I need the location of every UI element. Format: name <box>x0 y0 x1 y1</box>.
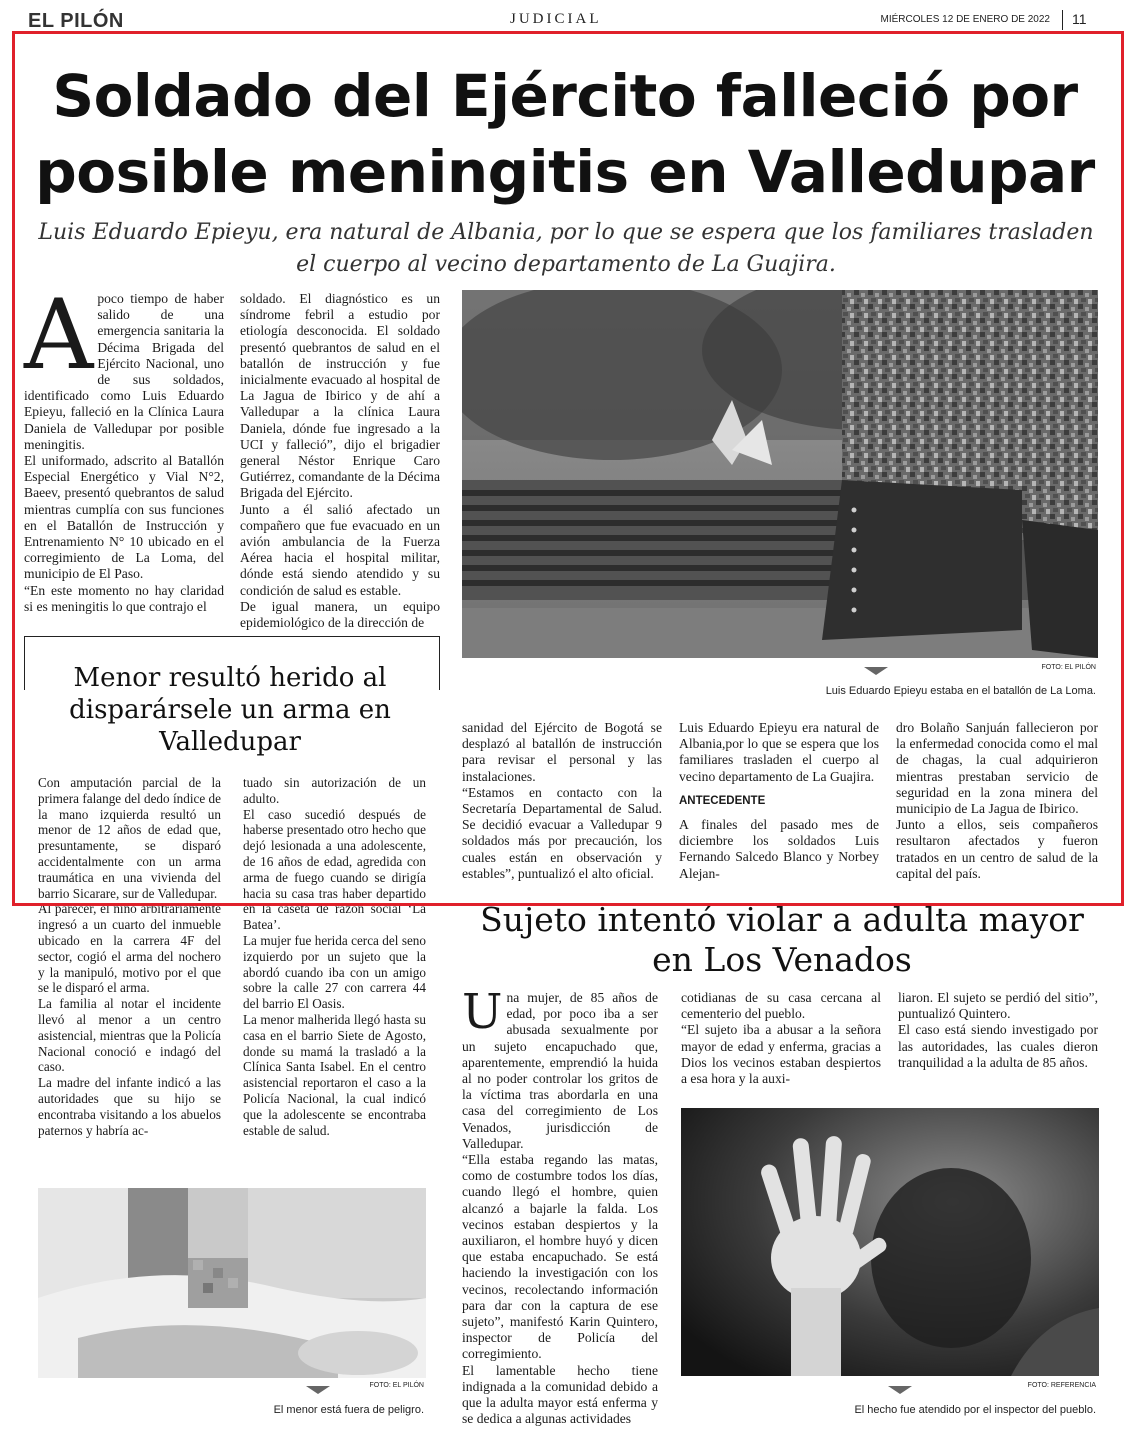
main-col-4 <box>679 720 879 882</box>
third-col-2 <box>681 990 881 1087</box>
paragraph: El caso está siendo investigado por las autoridades, las cuales dieron tranquilidad a la adulta de 85 años. <box>898 1022 1098 1070</box>
paragraph: cotidianas de su casa cercana al cementerio del pueblo. <box>681 990 881 1022</box>
paragraph: soldado. El diagnóstico es un síndrome febril a estudio por etiología desconocida. El soldado presentó quebrantos de salud en el batallón de instrucción y fue inicialmente evacuado al hospital de La Jagua de Ibirico y de ahí a Valledupar a la clínica Laura Daniela, dónde fue ingresado a la UCI y falleció”, dijo el brigadier general Néstor Enrique Caro Gutiérrez, comandante de la Décima Brigada del Ejército. <box>240 291 440 501</box>
paragraph: “Ella estaba regando las matas, como de costumbre todos los días, cuando llegó el hombre, quien alcanzó a bajarle la falda. Los vecinos estaban despiertos y la auxiliaron, el hombre huyó y dicen que estaba encapuchado. Se está haciendo la investigación con los vecinos, recolectando información para dar con la captura de ese sujeto”, manifestó Karin Quintero, inspector de Policía del corregimiento. <box>462 1152 658 1362</box>
photo-credit: FOTO: REFERENCIA <box>1027 1382 1096 1389</box>
paragraph: La madre del infante indicó a las autoridades que su hijo se encontraba visitando a los abuelos paternos y habría ac- <box>38 1075 221 1138</box>
photo-caption: El menor está fuera de peligro. <box>273 1404 424 1416</box>
paragraph: La menor malherida llegó hasta su casa en el barrio Siete de Agosto, donde su mamá la trasladó a la Clínica Santa Isabel. En el centro asistencial reportaron el caso a la Policía Nacional, la cual indicó que la adolescente se encontraba estable de salud. <box>243 1011 426 1138</box>
photo-caption: El hecho fue atendido por el inspector del pueblo. <box>854 1404 1096 1416</box>
injured-child-photo <box>38 1188 426 1378</box>
main-deck: Luis Eduardo Epieyu, era natural de Albania, por lo que se espera que los familiares trasladen el cuerpo al vecino departamento de La Guajira. <box>38 220 1094 277</box>
hand-stop-photo <box>681 1108 1099 1376</box>
third-col-3 <box>898 990 1098 1071</box>
masthead-logo: EL PILÓN <box>28 10 124 32</box>
photo-caption: Luis Eduardo Epieyu estaba en el batallón de La Loma. <box>825 685 1096 697</box>
soldier-photo-graphic <box>462 290 1098 658</box>
paragraph: “Estamos en contacto con la Secretaría Departamental de Salud. Se decidió evacuar a Valledupar 9 soldados más por precaución, los cuales están en observación y estables”, puntualizó el alto oficial. <box>462 784 662 881</box>
paragraph: Luis Eduardo Epieyu era natural de Albania,por lo que se espera que los familiares trasladen el cuerpo al vecino departamento de La Guajira. <box>679 720 879 784</box>
paragraph: A finales del pasado mes de diciembre los soldados Luis Fernando Salcedo Blanco y Norbey Alejan- <box>679 817 879 881</box>
second-col-2 <box>243 775 426 1138</box>
photo-credit: FOTO: EL PILÓN <box>369 1382 424 1389</box>
paragraph: tuado sin autorización de un adulto. <box>243 775 426 806</box>
subheading-antecedente: ANTECEDENTE <box>679 794 766 807</box>
caption-arrow-icon <box>306 1386 330 1394</box>
main-headline: Soldado del Ejército falleció por posible meningitis en Valledupar <box>35 62 1095 206</box>
caption-arrow-icon <box>864 667 888 675</box>
paragraph: La mujer fue herida cerca del seno izquierdo por un sujeto que la abordó cuando iba con un amigo sobre la calle 27 con carrera 44 del barrio El Oasis. <box>243 932 426 1012</box>
paragraph: “En este momento no hay claridad si es meningitis lo que contrajo el <box>24 582 224 614</box>
section-label: JUDICIAL <box>510 11 602 27</box>
main-col-1 <box>24 279 224 615</box>
paragraph: na mujer, de 85 años de edad, por poco iba a ser abusada sexualmente por un sujeto encapuchado que, aparentemente, emprendió la huida al no poder controlar los gritos de la víctima tras abordarla en una casa del corregimiento de Los Venados, jurisdicción de Valledupar. <box>462 990 658 1151</box>
main-col-2 <box>240 291 440 631</box>
main-col-5 <box>896 720 1098 882</box>
paragraph: Con amputación parcial de la primera falange del dedo índice de la mano izquierda resultó un menor de 12 años de edad que, presuntamente, se disparó accidentalmente con un arma traumática en una vivienda del barrio Sicarare, sur de Valledupar. <box>38 775 221 901</box>
page-number-divider <box>1062 10 1063 30</box>
caption-arrow-icon <box>888 1386 912 1394</box>
injured-child-photo-graphic <box>38 1188 426 1378</box>
paragraph: Al parecer, el niño arbitrariamente ingresó a un cuarto del inmueble ubicado en la carrera 4F del sector, cogió el arma del nochero y la manipuló, motivo por el que se le disparó el arma. <box>38 901 221 996</box>
third-headline: Sujeto intentó violar a adulta mayor en Los Venados <box>480 900 1084 979</box>
paragraph: liaron. El sujeto se perdió del sitio”, puntualizó Quintero. <box>898 990 1098 1022</box>
soldier-photo <box>462 290 1098 658</box>
paragraph: “El sujeto iba a abusar a la señora mayor de edad y enferma, gracias a Dios los vecinos estaban despiertos a esa hora y la auxi- <box>681 1022 881 1087</box>
paragraph: El uniformado, adscrito al Batallón Especial Energético y Vial N°2, Baeev, presentó quebrantos de salud mientras cumplía con sus funciones en el Batallón de Instrucción y Entrenamiento N° 10 ubicado en el corregimiento de La Loma, del municipio de El Paso. <box>24 453 224 582</box>
second-col-1 <box>38 775 221 1138</box>
paragraph: Junto a ellos, seis compañeros resultaron afectados y fueron tratados en un centro de salud de la capital del país. <box>896 817 1098 881</box>
main-col-3 <box>462 720 662 882</box>
page-number: 11 <box>1072 11 1087 27</box>
paragraph: El lamentable hecho tiene indignada a la comunidad debido a que la adulta mayor está enferma y se dedica a algunas actividades <box>462 1362 658 1427</box>
paragraph: La familia al notar el incidente llevó al menor a un centro asistencial, mientras que la Policía Nacional conoció e indagó del caso. <box>38 996 221 1075</box>
paragraph: De igual manera, un equipo epidemiológico de la dirección de <box>240 598 440 631</box>
hand-stop-photo-graphic <box>681 1108 1099 1376</box>
paragraph: Junto a él salió afectado un compañero que fue evacuado en un avión ambulancia de la Fuerza Aérea hacia el hospital militar, dónde está siendo atendido y su condición de salud es estable. <box>240 501 440 598</box>
photo-credit: FOTO: EL PILÓN <box>1041 664 1096 671</box>
paragraph: El caso sucedió después de haberse presentado otro hecho que dejó lesionada a una adolescente, de 16 años de edad, agredida con arma de fuego cuando se dirigía hacia su casa tras haber departido en la caseta de razón social ‘La Batea’. <box>243 806 426 933</box>
paragraph: poco tiempo de haber salido de una emergencia sanitaria la Décima Brigada del Ejército Nacional, uno de sus soldados, identificado como Luis Eduardo Epieyu, falleció en la Clínica Laura Daniela de Valledupar por posible meningitis. <box>24 291 224 452</box>
third-col-1 <box>462 984 658 1427</box>
drop-cap: U <box>462 984 503 1040</box>
paragraph: dro Bolaño Sanjuán fallecieron por la enfermedad conocida como el mal de chagas, la cual adquirieron mientras prestaban servicio de seguridad en la zona minera del municipio de La Jagua de Ibirico. <box>896 720 1098 817</box>
drop-cap: A <box>24 279 94 391</box>
paragraph: sanidad del Ejército de Bogotá se desplazó al batallón de instrucción para revisar el personal y las instalaciones. <box>462 720 662 784</box>
second-headline: Menor resultó herido al disparársele un arma en Valledupar <box>69 663 391 757</box>
issue-date: MIÉRCOLES 12 DE ENERO DE 2022 <box>880 14 1050 25</box>
